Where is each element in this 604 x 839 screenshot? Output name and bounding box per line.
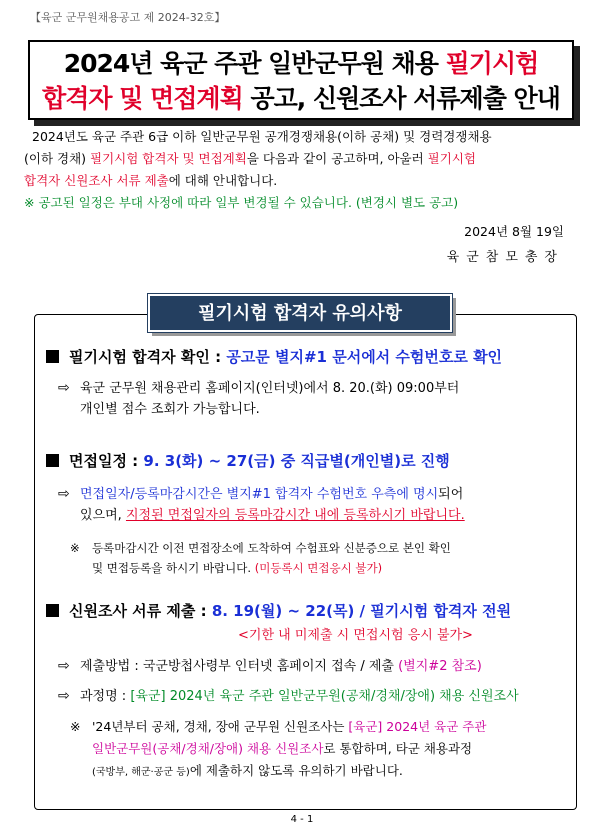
announcement-number: 【육군 군무원채용공고 제 2024-32호】 <box>30 11 226 24</box>
item-label: 면접일정 : <box>69 452 144 470</box>
reference-mark-icon: ※ <box>70 541 80 555</box>
intro-highlight: 합격자 신원조사 서류 제출 <box>24 173 169 188</box>
note-text: 등록마감시간 이전 면접장소에 도착하여 수험표와 신분증으로 본인 확인 <box>92 541 451 555</box>
square-bullet-icon <box>46 350 59 363</box>
note-text: '24년부터 공채, 경채, 장애 군무원 신원조사는 <box>92 719 349 734</box>
title-line-2 <box>30 81 572 116</box>
note-highlight: [육군] 2024년 육군 주관 <box>348 719 487 734</box>
intro-line-3 <box>24 170 584 192</box>
intro-line-1: 2024년도 육군 주관 6급 이하 일반군무원 공개경쟁채용(이하 공채) 및 경력경쟁채용 <box>32 129 492 144</box>
title-line-1 <box>30 46 572 81</box>
item3-method <box>58 656 482 677</box>
item-value: 8. 19(월) ~ 22(목) / 필기시험 합격자 전원 <box>211 602 512 620</box>
item2-note <box>70 538 451 578</box>
detail-highlight: [육군] 2024년 육군 주관 일반군무원(공채/경채/장애) 채용 신원조사 <box>130 689 519 704</box>
detail-text: 있으며, <box>80 508 126 523</box>
arrow-right-icon: ⇨ <box>58 688 70 704</box>
note-highlight: 일반군무원(공채/경채/장애) 채용 신원조사 <box>92 741 324 756</box>
intro-text: 에 대해 안내합니다. <box>168 173 278 188</box>
intro-highlight: 필기시험 합격자 및 면접계획 <box>90 151 247 166</box>
item-label: 신원조사 서류 제출 : <box>69 602 212 620</box>
intro-highlight: 필기시험 <box>427 151 476 166</box>
item3-note <box>70 716 486 784</box>
item-interview-schedule <box>46 450 450 471</box>
schedule-change-note: ※ 공고된 일정은 부대 사정에 따라 일부 변경될 수 있습니다. (변경시 별도 공고) <box>24 195 459 210</box>
detail-text: 육군 군무원 채용관리 홈페이지(인터넷)에서 8. 20.(화) 09:00부터 <box>80 381 460 396</box>
square-bullet-icon <box>46 604 59 617</box>
intro-paragraph <box>24 126 584 214</box>
detail-highlight: (별지#2 참조) <box>398 659 482 674</box>
item2-detail <box>58 484 465 526</box>
reference-mark-icon: ※ <box>70 719 81 734</box>
title-box <box>28 40 574 120</box>
detail-text: 제출방법 : 국군방첩사령부 인터넷 홈페이지 접속 / 제출 <box>80 659 399 674</box>
note-text: 에 제출하지 않도록 유의하기 바랍니다. <box>189 763 403 778</box>
page-number: 4 - 1 <box>290 814 314 825</box>
intro-text: (이하 경채) <box>24 151 91 166</box>
detail-highlight: 면접일자/등록마감시간은 별지#1 합격자 수험번호 우측에 명시 <box>80 487 439 502</box>
note-text: 및 면접등록을 하시기 바랍니다. <box>92 561 255 575</box>
issuer: 육군참모총장 <box>446 250 564 265</box>
detail-warning: 지정된 면접일자의 등록마감시간 내에 등록하시기 바랍니다. <box>125 508 465 523</box>
item-background-check <box>46 600 511 621</box>
item-value: 9. 3(화) ~ 27(금) 중 직급별(개인별)로 진행 <box>143 452 450 470</box>
title-highlight: 합격자 및 면접계획 <box>42 84 243 113</box>
intro-text: 을 다음과 같이 공고하며, 아울러 <box>246 151 428 166</box>
note-warning: (미등록시 면접응시 불가) <box>254 561 383 575</box>
square-bullet-icon <box>46 454 59 467</box>
note-text: 로 통합하며, 타군 채용과정 <box>323 741 473 756</box>
detail-text: 되어 <box>438 487 464 502</box>
arrow-right-icon: ⇨ <box>58 486 70 502</box>
intro-line-2 <box>24 148 584 170</box>
arrow-right-icon: ⇨ <box>58 658 70 674</box>
section-header: 필기시험 합격자 유의사항 <box>148 294 452 332</box>
item-value: 공고문 별지#1 문서에서 수험번호로 확인 <box>226 348 503 366</box>
deadline-warning: <기한 내 미제출 시 면접시험 응시 불가> <box>238 628 473 643</box>
arrow-right-icon: ⇨ <box>58 380 70 396</box>
note-text: (국방부, 해군·공군 등) <box>92 767 190 778</box>
item-written-result <box>46 346 502 367</box>
detail-text: 과정명 : <box>80 689 131 704</box>
title-text: 2024년 육군 주관 일반군무원 채용 <box>63 49 446 78</box>
announcement-date: 2024년 8월 19일 <box>464 224 564 239</box>
title-text: 공고, 신원조사 서류제출 안내 <box>242 84 560 113</box>
title-highlight: 필기시험 <box>445 49 539 78</box>
detail-text: 개인별 점수 조회가 가능합니다. <box>80 402 260 417</box>
item1-detail <box>58 378 459 420</box>
item-label: 필기시험 합격자 확인 : <box>69 348 227 366</box>
item3-course <box>58 686 519 707</box>
